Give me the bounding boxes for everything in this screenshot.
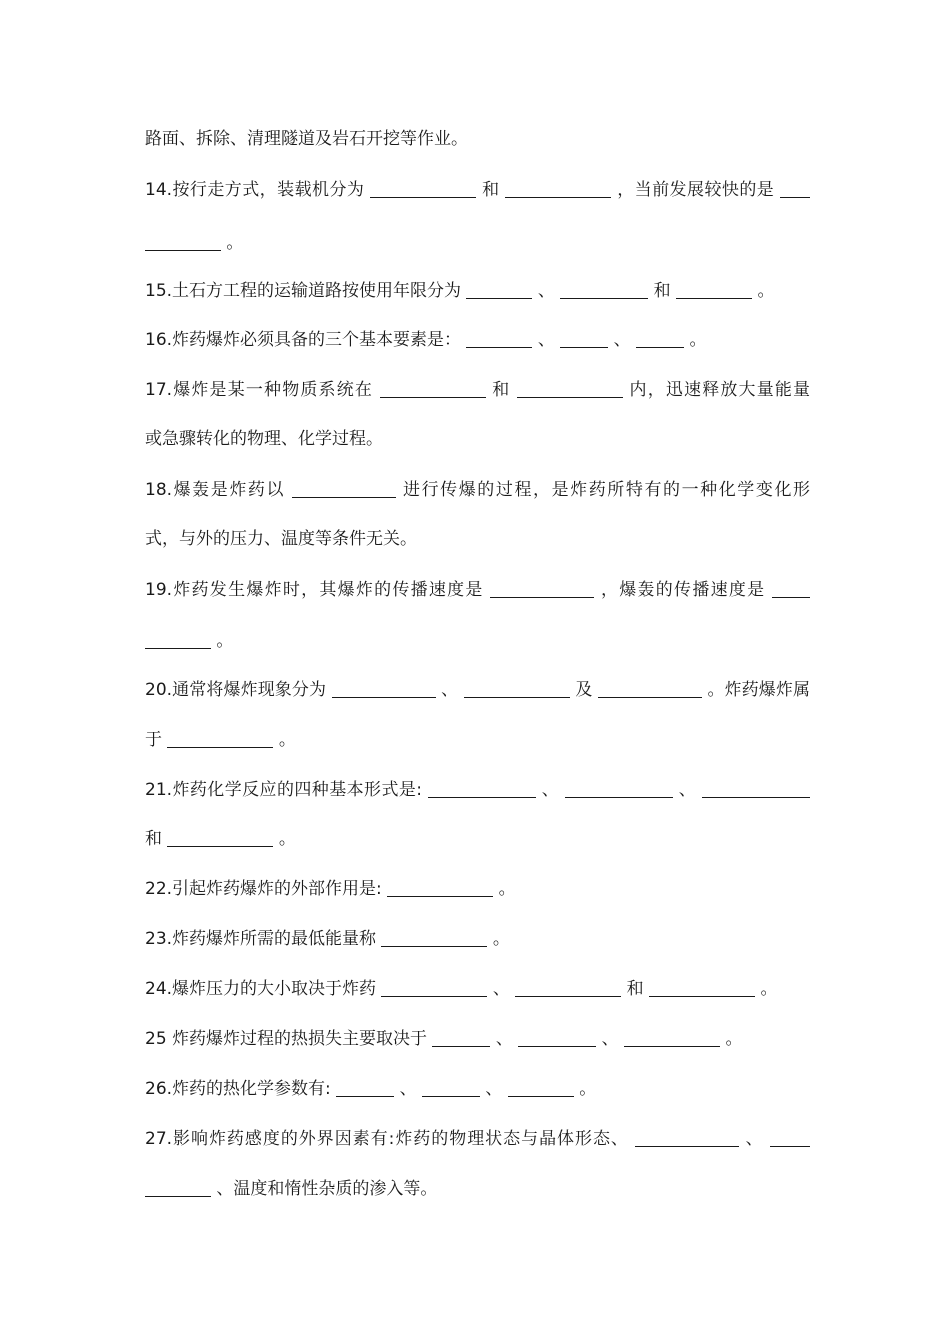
answer-blank[interactable] <box>505 177 611 198</box>
line-text: 24.爆炸压力的大小取决于炸药 <box>145 979 377 999</box>
line-text: 、 <box>613 330 631 350</box>
line-text: 19.炸药发生爆炸时，其爆炸的传播速度是 <box>145 580 484 600</box>
text-line <box>145 628 810 653</box>
line-text: 22.引起炸药爆炸的外部作用是: <box>145 879 382 899</box>
line-text: 。 <box>278 829 296 849</box>
text-line <box>145 477 810 502</box>
answer-blank[interactable] <box>145 1176 211 1197</box>
answer-blank[interactable] <box>517 377 623 398</box>
line-text: 进行传爆的过程，是炸药所特有的一种化学变化形 <box>403 480 811 500</box>
line-text: 26.炸药的热化学参数有: <box>145 1079 331 1099</box>
line-text: 。 <box>760 979 778 999</box>
text-line <box>145 127 810 151</box>
answer-blank[interactable] <box>560 278 648 299</box>
answer-blank[interactable] <box>702 777 810 798</box>
answer-blank[interactable] <box>565 777 673 798</box>
line-text: ，当前发展较快的是 <box>617 180 775 200</box>
answer-blank[interactable] <box>432 1026 490 1047</box>
line-text: 、 <box>537 330 555 350</box>
text-line <box>145 727 810 752</box>
text-line <box>145 230 810 255</box>
text-line <box>145 278 810 303</box>
answer-blank[interactable] <box>332 677 436 698</box>
answer-blank[interactable] <box>515 976 621 997</box>
answer-blank[interactable] <box>380 377 486 398</box>
line-text: 。 <box>689 330 707 350</box>
line-text: 和 <box>482 180 500 200</box>
line-text: 。 <box>226 233 244 253</box>
line-text: 、 <box>601 1029 619 1049</box>
line-text: 。 <box>757 281 775 301</box>
line-text: 内，迅速释放大量能量 <box>629 380 811 400</box>
line-text: 25 炸药爆炸过程的热损失主要取决于 <box>145 1029 428 1049</box>
line-text: 16.炸药爆炸必须具备的三个基本要素是： <box>145 330 462 350</box>
answer-blank[interactable] <box>636 327 684 348</box>
line-text: 、 <box>678 780 697 800</box>
line-text: 和 <box>492 380 511 400</box>
line-text: 27.影响炸药感度的外界因素有:炸药的物理状态与晶体形态、 <box>145 1129 629 1149</box>
line-text: 17.爆炸是某一种物质系统在 <box>145 380 374 400</box>
line-text: 、 <box>745 1129 764 1149</box>
line-text: 和 <box>626 979 644 999</box>
text-line <box>145 876 810 901</box>
text-line <box>145 577 810 602</box>
answer-blank[interactable] <box>381 976 487 997</box>
answer-blank[interactable] <box>560 327 608 348</box>
text-line <box>145 1176 810 1201</box>
answer-blank[interactable] <box>649 976 755 997</box>
text-line <box>145 1076 810 1101</box>
answer-blank[interactable] <box>624 1026 720 1047</box>
line-text: 、 <box>495 1029 513 1049</box>
answer-blank[interactable] <box>387 876 493 897</box>
line-text: 或急骤转化的物理、化学过程。 <box>145 429 383 449</box>
answer-blank[interactable] <box>780 177 810 198</box>
answer-blank[interactable] <box>518 1026 596 1047</box>
answer-blank[interactable] <box>466 278 532 299</box>
line-text: 于 <box>145 730 162 750</box>
line-text: 。炸药爆炸属 <box>707 680 810 700</box>
answer-blank[interactable] <box>770 1126 810 1147</box>
text-line <box>145 1126 810 1151</box>
line-text: 和 <box>653 281 671 301</box>
line-text: 式，与外的压力、温度等条件无关。 <box>145 529 417 549</box>
line-text: 15.土石方工程的运输道路按使用年限分为 <box>145 281 462 301</box>
line-text: 20.通常将爆炸现象分为 <box>145 680 327 700</box>
line-text: 、 <box>441 680 459 700</box>
line-text: 。 <box>498 879 516 899</box>
line-text: 、 <box>537 281 555 301</box>
line-text: 、温度和惰性杂质的渗入等。 <box>216 1179 438 1199</box>
line-text: 21.炸药化学反应的四种基本形式是: <box>145 780 423 800</box>
line-text: 、 <box>485 1079 503 1099</box>
line-text: 和 <box>145 829 162 849</box>
answer-blank[interactable] <box>145 230 221 251</box>
answer-blank[interactable] <box>635 1126 739 1147</box>
line-text: ，爆轰的传播速度是 <box>601 580 766 600</box>
line-text: 。 <box>278 730 296 750</box>
line-text: 、 <box>399 1079 417 1099</box>
answer-blank[interactable] <box>336 1076 394 1097</box>
answer-blank[interactable] <box>167 727 273 748</box>
answer-blank[interactable] <box>490 577 594 598</box>
answer-blank[interactable] <box>508 1076 574 1097</box>
answer-blank[interactable] <box>676 278 752 299</box>
text-line <box>145 777 810 802</box>
line-text: 14.按行走方式，装载机分为 <box>145 180 365 200</box>
answer-blank[interactable] <box>370 177 476 198</box>
text-line <box>145 327 810 352</box>
line-text: 。 <box>492 929 510 949</box>
answer-blank[interactable] <box>466 327 532 348</box>
answer-blank[interactable] <box>292 477 396 498</box>
line-text: 。 <box>579 1079 597 1099</box>
text-line <box>145 177 810 202</box>
text-line <box>145 926 810 951</box>
text-line <box>145 976 810 1001</box>
text-line <box>145 377 810 402</box>
line-text: 及 <box>575 680 593 700</box>
answer-blank[interactable] <box>598 677 702 698</box>
line-text: 23.炸药爆炸所需的最低能量称 <box>145 929 377 949</box>
text-line <box>145 527 810 551</box>
line-text: 路面、拆除、清理隧道及岩石开挖等作业。 <box>145 129 468 149</box>
answer-blank[interactable] <box>772 577 810 598</box>
text-line <box>145 826 810 851</box>
answer-blank[interactable] <box>422 1076 480 1097</box>
text-line <box>145 427 810 451</box>
text-line <box>145 1026 810 1051</box>
line-text: 。 <box>216 631 234 651</box>
answer-blank[interactable] <box>428 777 536 798</box>
line-text: 、 <box>541 780 560 800</box>
answer-blank[interactable] <box>145 628 211 649</box>
text-line <box>145 677 810 702</box>
answer-blank[interactable] <box>464 677 570 698</box>
line-text: 18.爆轰是炸药以 <box>145 480 286 500</box>
answer-blank[interactable] <box>167 826 273 847</box>
line-text: 。 <box>725 1029 743 1049</box>
answer-blank[interactable] <box>381 926 487 947</box>
line-text: 、 <box>492 979 510 999</box>
